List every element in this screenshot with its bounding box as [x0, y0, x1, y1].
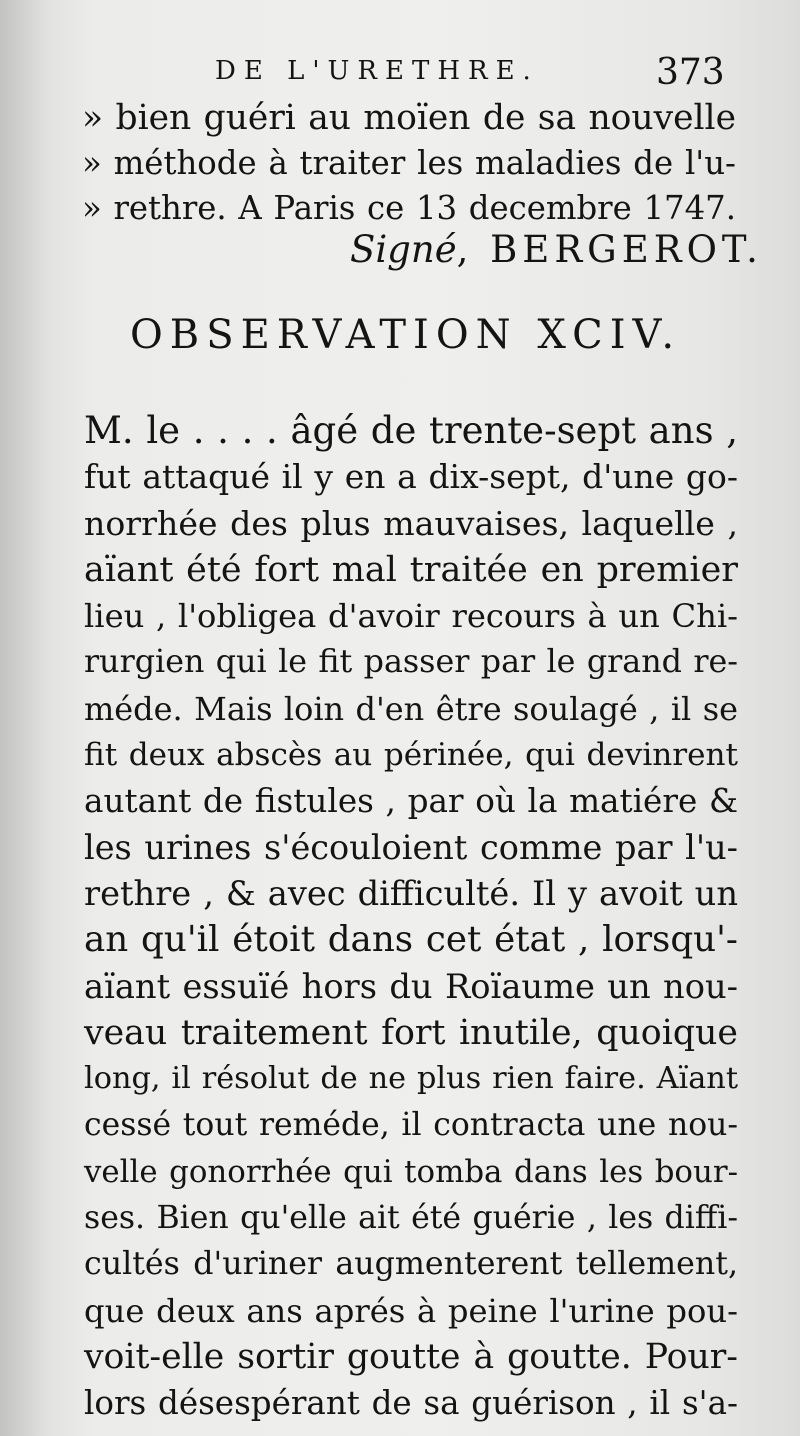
body-line: lieu , l'obligea d'avoir recours à un Chi- — [84, 597, 738, 636]
body-line: cessé tout reméde, il contracta une nou- — [84, 1107, 738, 1144]
page-gutter-shadow — [0, 0, 50, 1436]
body-line: ses. Bien qu'elle ait été guérie , les diffi- — [84, 1200, 738, 1237]
body-line: velle gonorrhée qui tomba dans les bour- — [84, 1153, 738, 1190]
body-line: aïant été fort mal traitée en premier — [84, 549, 738, 590]
signature-name: , BERGEROT. — [456, 228, 763, 271]
quote-block — [82, 96, 736, 231]
quote-line: » bien guéri au moïen de sa nouvelle — [82, 98, 736, 138]
body-line: aïant essuïé hors du Roïaume un nou- — [84, 966, 738, 1006]
signature-signe: Signé — [350, 228, 457, 271]
body-line: lors désespérant de sa guérison , il s'a- — [84, 1384, 738, 1423]
body-line: rurgien qui le fit passer par le grand re- — [84, 644, 738, 681]
body-line: fut attaqué il y en a dix-sept, d'une go- — [84, 457, 738, 497]
body-line: voit-elle sortir goutte à goutte. Pour- — [84, 1336, 738, 1377]
page-number: 373 — [656, 52, 725, 93]
body-line: M. le . . . . âgé de trente-sept ans , — [84, 409, 738, 452]
body-line: les urines s'écouloient comme par l'u- — [84, 827, 738, 867]
body-line: méde. Mais loin d'en être soulagé , il se — [84, 689, 738, 728]
body-line: cultés d'uriner augmenterent tellement, — [84, 1246, 738, 1283]
body-line: rethre , & avec difficulté. Il y avoit un — [84, 873, 738, 913]
body-text — [84, 408, 738, 1427]
body-line: autant de fistules , par où la matiére & — [84, 782, 738, 821]
body-line: long, il résolut de ne plus rien faire. Aïant — [84, 1061, 738, 1097]
body-line: veau traitement fort inutile, quoique — [84, 1012, 738, 1053]
signature-line — [350, 228, 763, 271]
body-line: an qu'il étoit dans cet état , lorsqu'- — [84, 919, 738, 961]
body-line: que deux ans aprés à peine l'urine pou- — [84, 1291, 738, 1330]
observation-heading: OBSERVATION XCIV. — [130, 312, 682, 358]
quote-line: » rethre. A Paris ce 13 decembre 1747. — [82, 189, 736, 227]
body-line: fit deux abscès au périnée, qui devinrent — [84, 737, 738, 774]
page-header — [0, 48, 800, 98]
body-line: norrhée des plus mauvaises, laquelle , — [84, 503, 738, 543]
quote-line: » méthode à traiter les maladies de l'u- — [82, 144, 736, 182]
running-title: DE L'URETHRE. — [215, 56, 539, 86]
